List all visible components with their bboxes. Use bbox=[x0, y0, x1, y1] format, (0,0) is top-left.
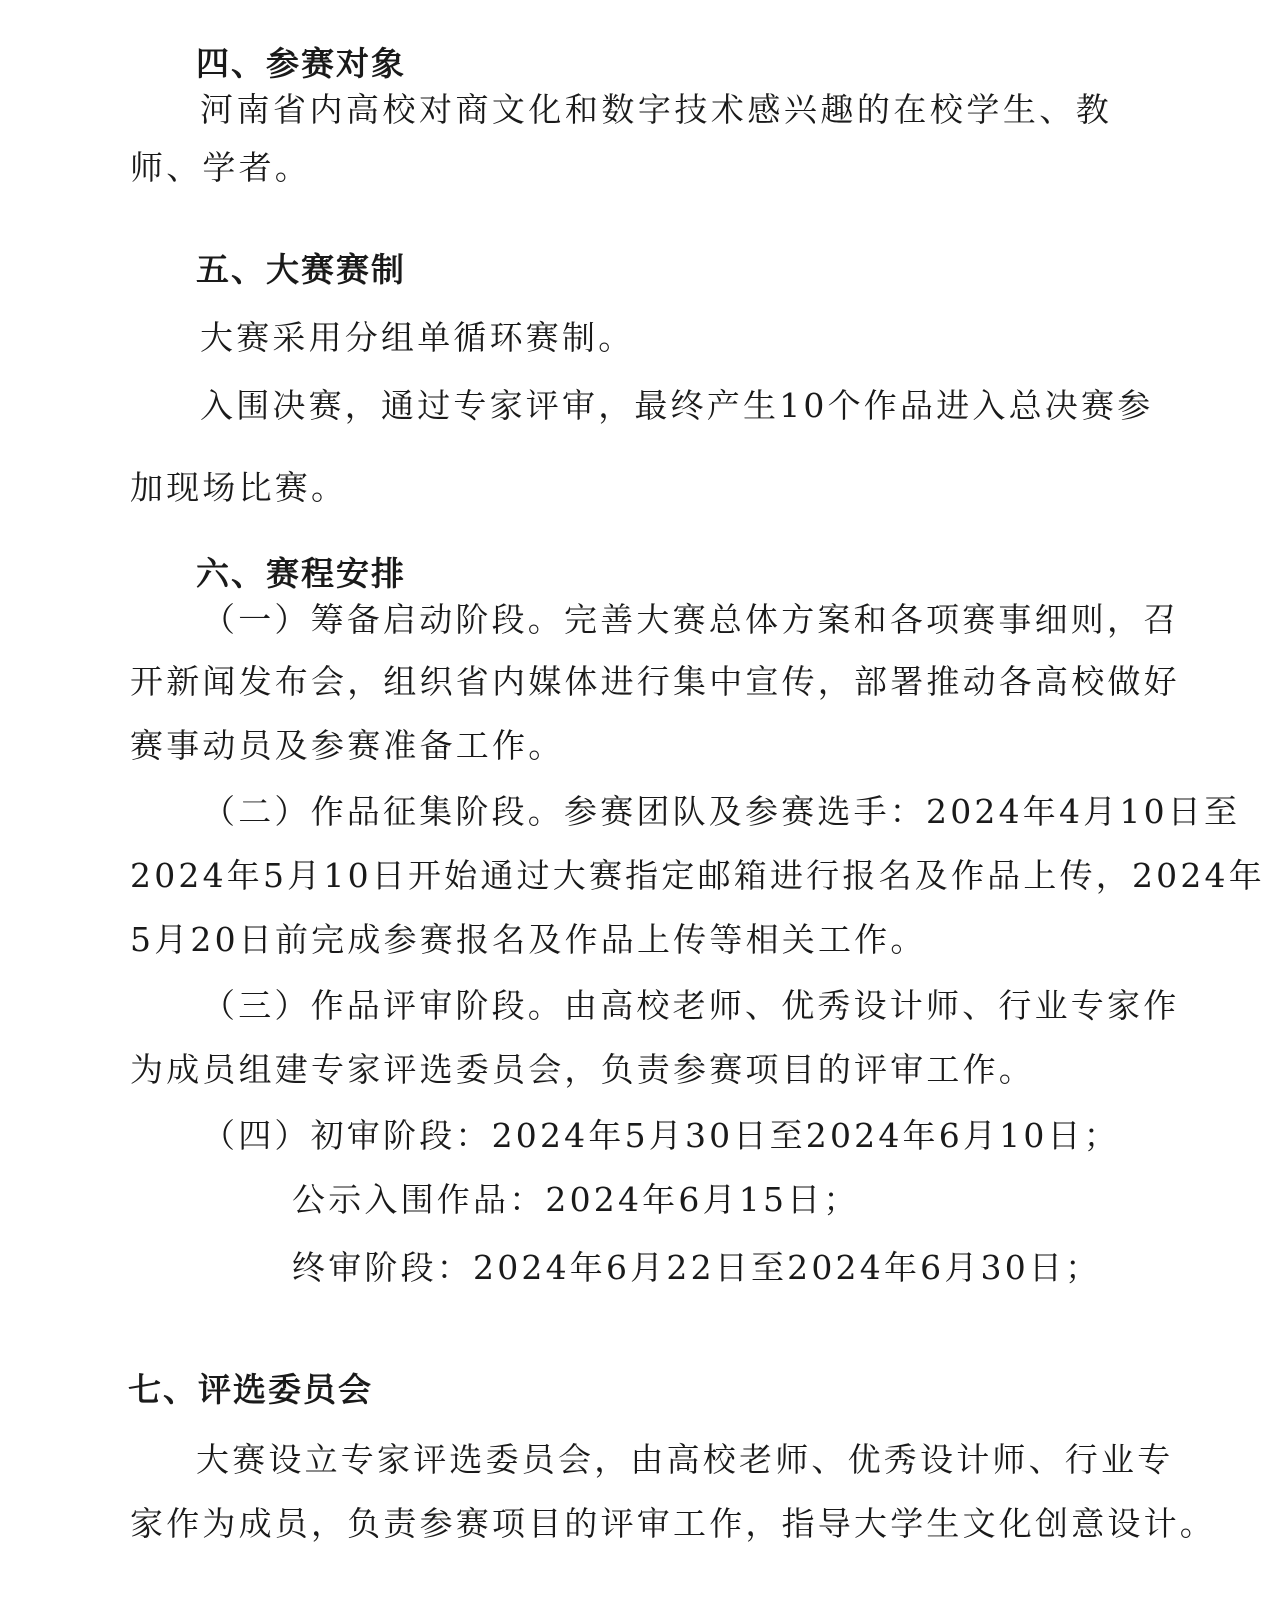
paragraph-line: 家作为成员，负责参赛项目的评审工作，指导大学生文化创意设计。 bbox=[130, 1504, 1216, 1543]
paragraph-line: 为成员组建专家评选委员会，负责参赛项目的评审工作。 bbox=[130, 1050, 1035, 1089]
paragraph-line: 入围决赛，通过专家评审，最终产生10个作品进入总决赛参 bbox=[200, 386, 1154, 425]
section-heading-schedule: 六、赛程安排 bbox=[196, 554, 406, 593]
paragraph-line: 开新闻发布会，组织省内媒体进行集中宣传，部署推动各高校做好 bbox=[130, 662, 1180, 701]
paragraph-line: 5月20日前完成参赛报名及作品上传等相关工作。 bbox=[130, 920, 927, 959]
section-heading-format: 五、大赛赛制 bbox=[196, 250, 406, 289]
section-heading-committee: 七、评选委员会 bbox=[128, 1370, 373, 1409]
paragraph-line: （一）筹备启动阶段。完善大赛总体方案和各项赛事细则，召 bbox=[202, 600, 1180, 639]
paragraph-line: 2024年5月10日开始通过大赛指定邮箱进行报名及作品上传，2024年 bbox=[130, 856, 1265, 895]
paragraph-line: 公示入围作品：2024年6月15日； bbox=[292, 1180, 860, 1219]
paragraph-line: 赛事动员及参赛准备工作。 bbox=[130, 726, 565, 765]
section-heading-participants: 四、参赛对象 bbox=[196, 44, 406, 83]
paragraph-line: 师、学者。 bbox=[130, 148, 311, 187]
paragraph-line: 河南省内高校对商文化和数字技术感兴趣的在校学生、教 bbox=[200, 90, 1112, 129]
paragraph-line: 大赛设立专家评选委员会，由高校老师、优秀设计师、行业专 bbox=[196, 1440, 1174, 1479]
paragraph-line: （三）作品评审阶段。由高校老师、优秀设计师、行业专家作 bbox=[202, 986, 1180, 1025]
paragraph-line: 加现场比赛。 bbox=[130, 468, 348, 507]
paragraph-line: （二）作品征集阶段。参赛团队及参赛选手：2024年4月10日至 bbox=[202, 792, 1241, 831]
paragraph-line: 终审阶段：2024年6月22日至2024年6月30日； bbox=[292, 1248, 1102, 1287]
paragraph-line: 大赛采用分组单循环赛制。 bbox=[200, 318, 635, 357]
paragraph-line: （四）初审阶段：2024年5月30日至2024年6月10日； bbox=[202, 1116, 1120, 1155]
